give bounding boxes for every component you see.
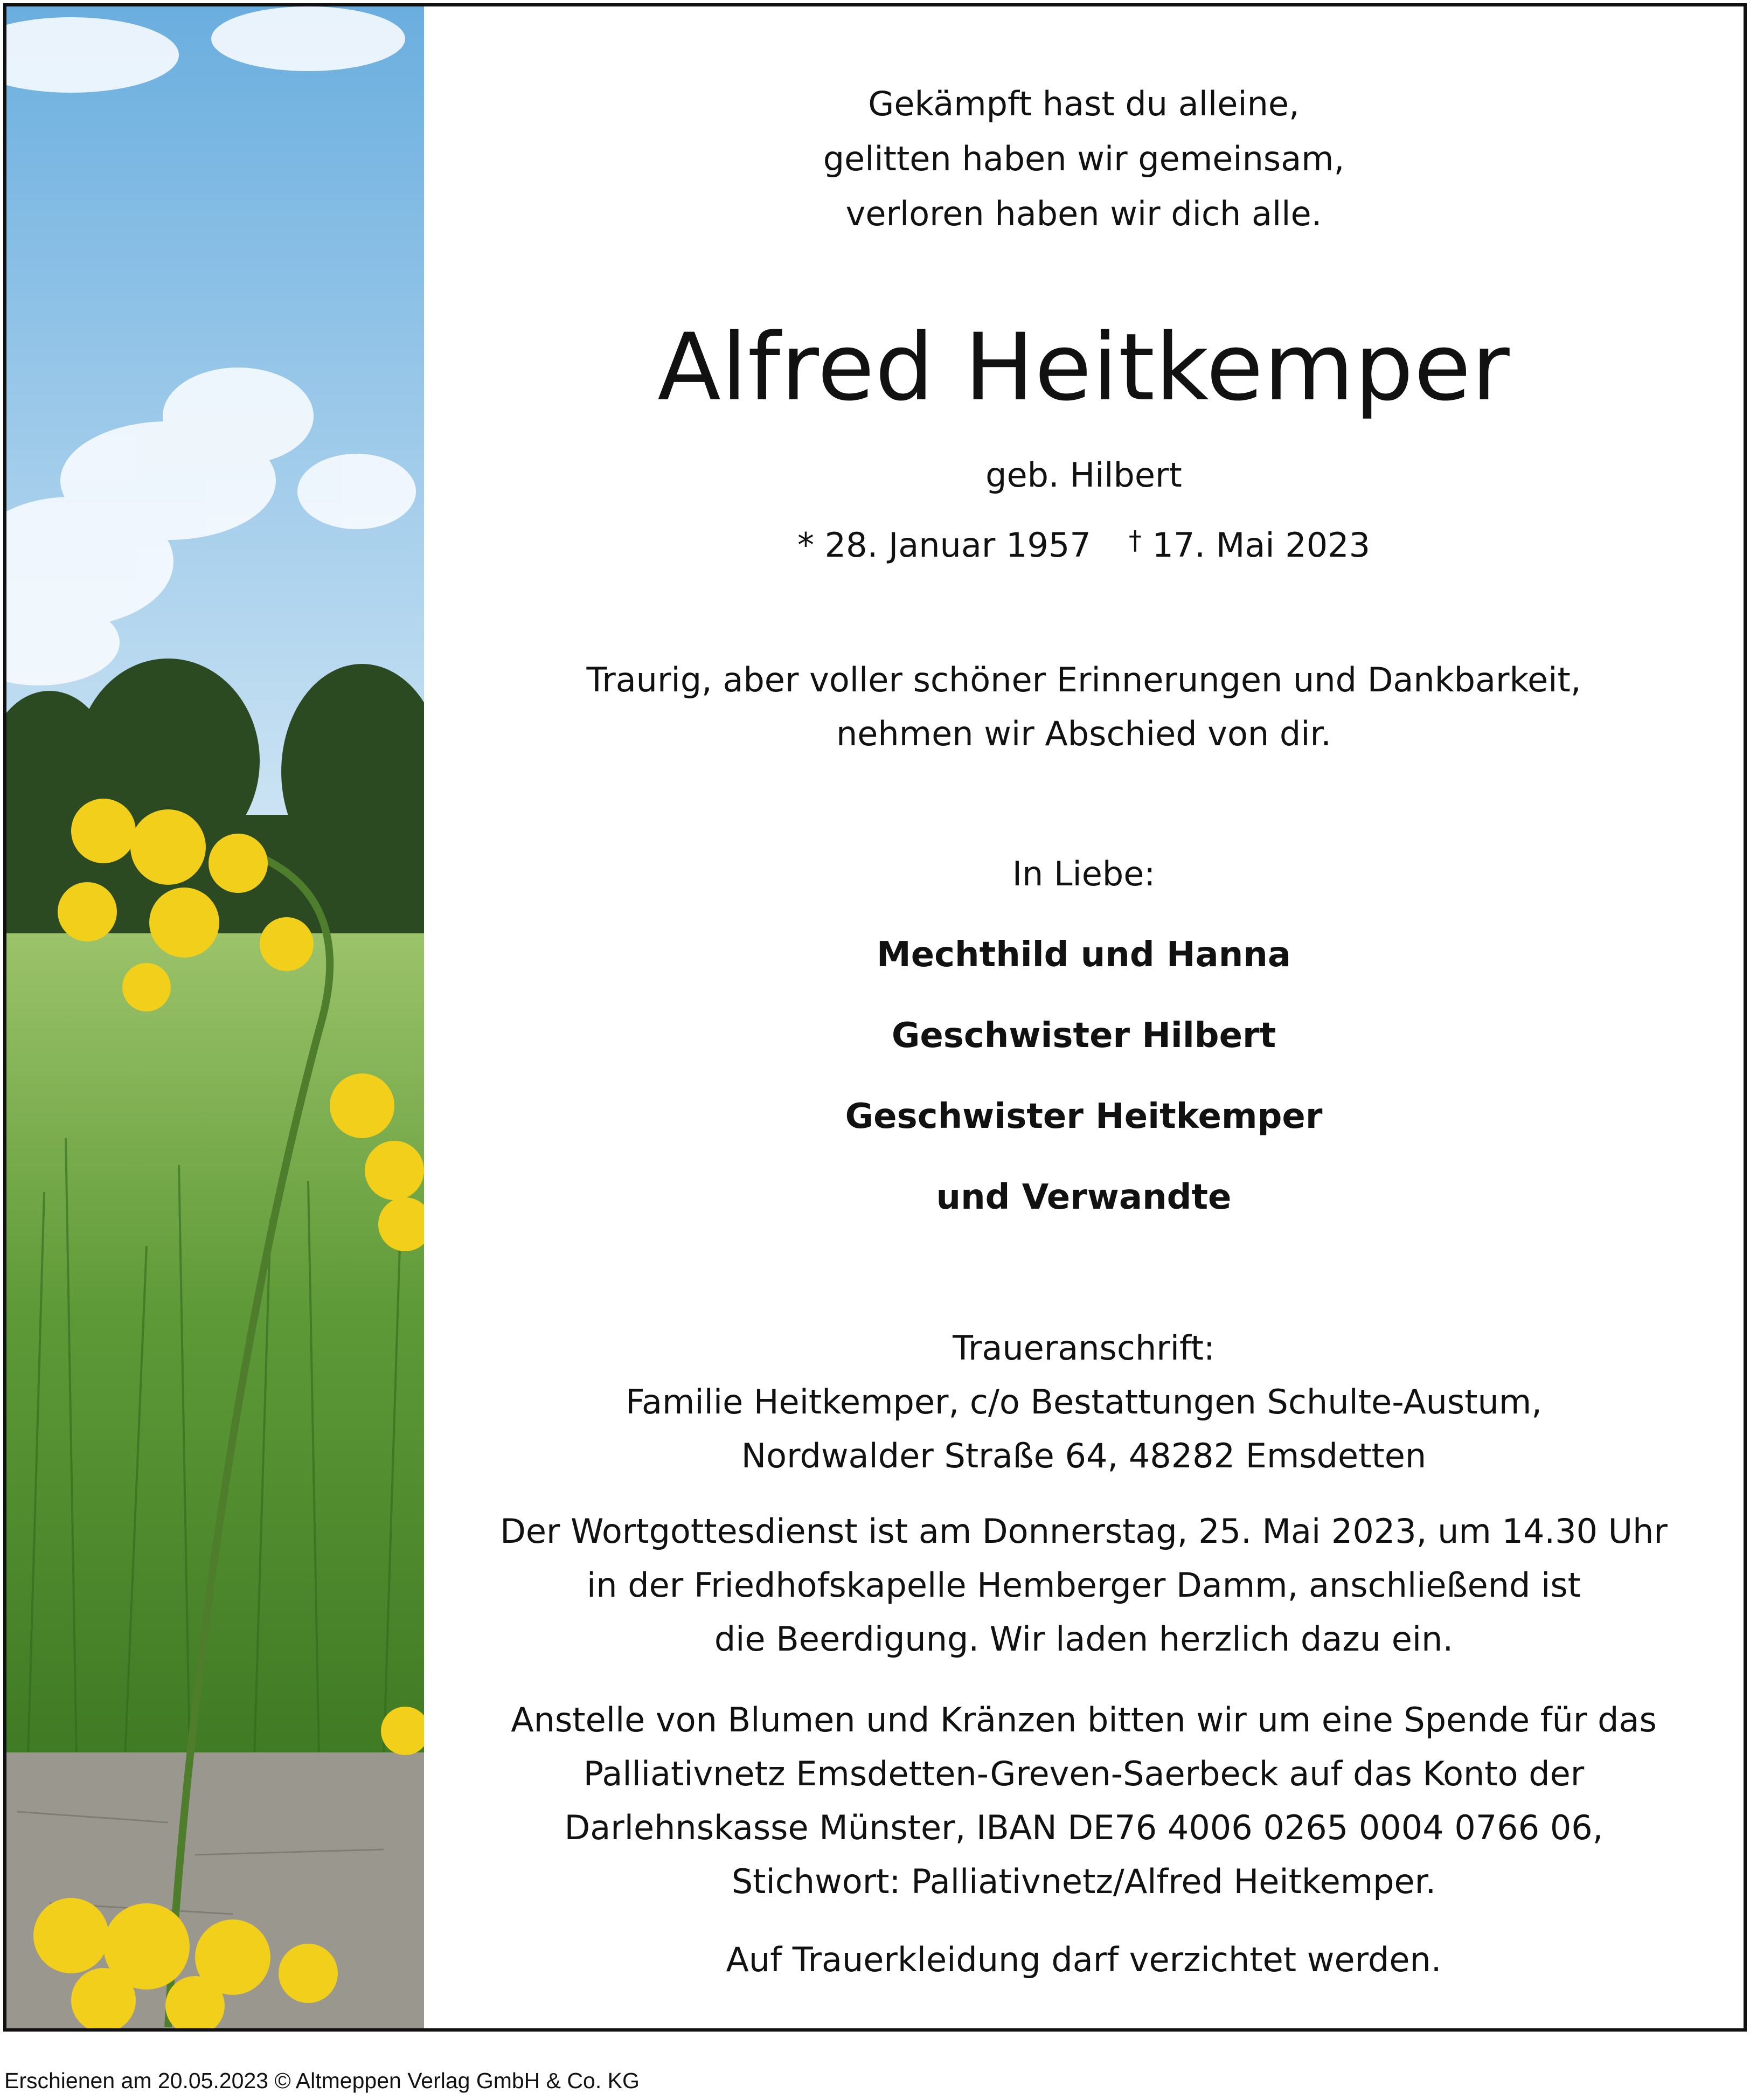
obituary-notice bbox=[3, 3, 1747, 2032]
death-cross-symbol: † bbox=[1128, 525, 1142, 556]
motto-line: verloren haben wir dich alle. bbox=[845, 194, 1322, 233]
birth-name: geb. Hilbert bbox=[985, 455, 1182, 495]
mourner-name: Mechthild und Hanna bbox=[877, 935, 1291, 975]
mourning-address bbox=[446, 1321, 1722, 1483]
farewell-line: nehmen wir Abschied von dir. bbox=[836, 714, 1331, 753]
service-line: in der Friedhofskapelle Hemberger Damm, anschließend ist bbox=[587, 1565, 1581, 1605]
deceased-name: Alfred Heitkemper bbox=[657, 313, 1510, 421]
meadow-flower-illustration bbox=[6, 6, 424, 2028]
address-line: Nordwalder Straße 64, 48282 Emsdetten bbox=[741, 1436, 1427, 1475]
service-line: die Beerdigung. Wir laden herzlich dazu ein. bbox=[714, 1619, 1454, 1659]
address-line: Familie Heitkemper, c/o Bestattungen Schulte-Austum, bbox=[626, 1382, 1542, 1422]
farewell-line: Traurig, aber voller schöner Erinnerungen und Dankbarkeit, bbox=[586, 660, 1581, 699]
farewell-text bbox=[446, 653, 1722, 761]
motto-line: gelitten haben wir gemeinsam, bbox=[823, 139, 1345, 178]
donation-line: Darlehnskasse Münster, IBAN DE76 4006 0265 0004 0766 06, bbox=[564, 1808, 1603, 1847]
donation-line: Anstelle von Blumen und Kränzen bitten wir um eine Spende für das bbox=[511, 1700, 1657, 1739]
donation-request bbox=[446, 1693, 1722, 1909]
mourner-name: und Verwandte bbox=[936, 1177, 1232, 1217]
motto-line: Gekämpft hast du alleine, bbox=[868, 84, 1300, 123]
address-line: Traueranschrift: bbox=[953, 1328, 1215, 1368]
dress-code-note: Auf Trauerkleidung darf verzichtet werden. bbox=[726, 1940, 1442, 1979]
birth-date: * 28. Januar 1957 bbox=[797, 525, 1091, 565]
mourner-name: Geschwister Heitkemper bbox=[845, 1097, 1323, 1136]
service-info bbox=[446, 1505, 1722, 1666]
donation-line: Palliativnetz Emsdetten-Greven-Saerbeck auf das Konto der bbox=[583, 1754, 1585, 1793]
publication-footer: Erschienen am 20.05.2023 © Altmeppen Verlag GmbH & Co. KG bbox=[4, 2068, 640, 2093]
service-line: Der Wortgottesdienst ist am Donnerstag, 25. Mai 2023, um 14.30 Uhr bbox=[500, 1512, 1668, 1551]
life-dates bbox=[446, 518, 1722, 575]
death-date: 17. Mai 2023 bbox=[1152, 525, 1371, 565]
mourner-name: Geschwister Hilbert bbox=[891, 1016, 1276, 1056]
notice-text-area bbox=[424, 6, 1744, 2028]
donation-line: Stichwort: Palliativnetz/Alfred Heitkemper. bbox=[731, 1862, 1436, 1901]
meadow-photo bbox=[6, 6, 424, 2028]
motto-verse bbox=[446, 77, 1722, 241]
in-love-label: In Liebe: bbox=[1012, 854, 1156, 893]
